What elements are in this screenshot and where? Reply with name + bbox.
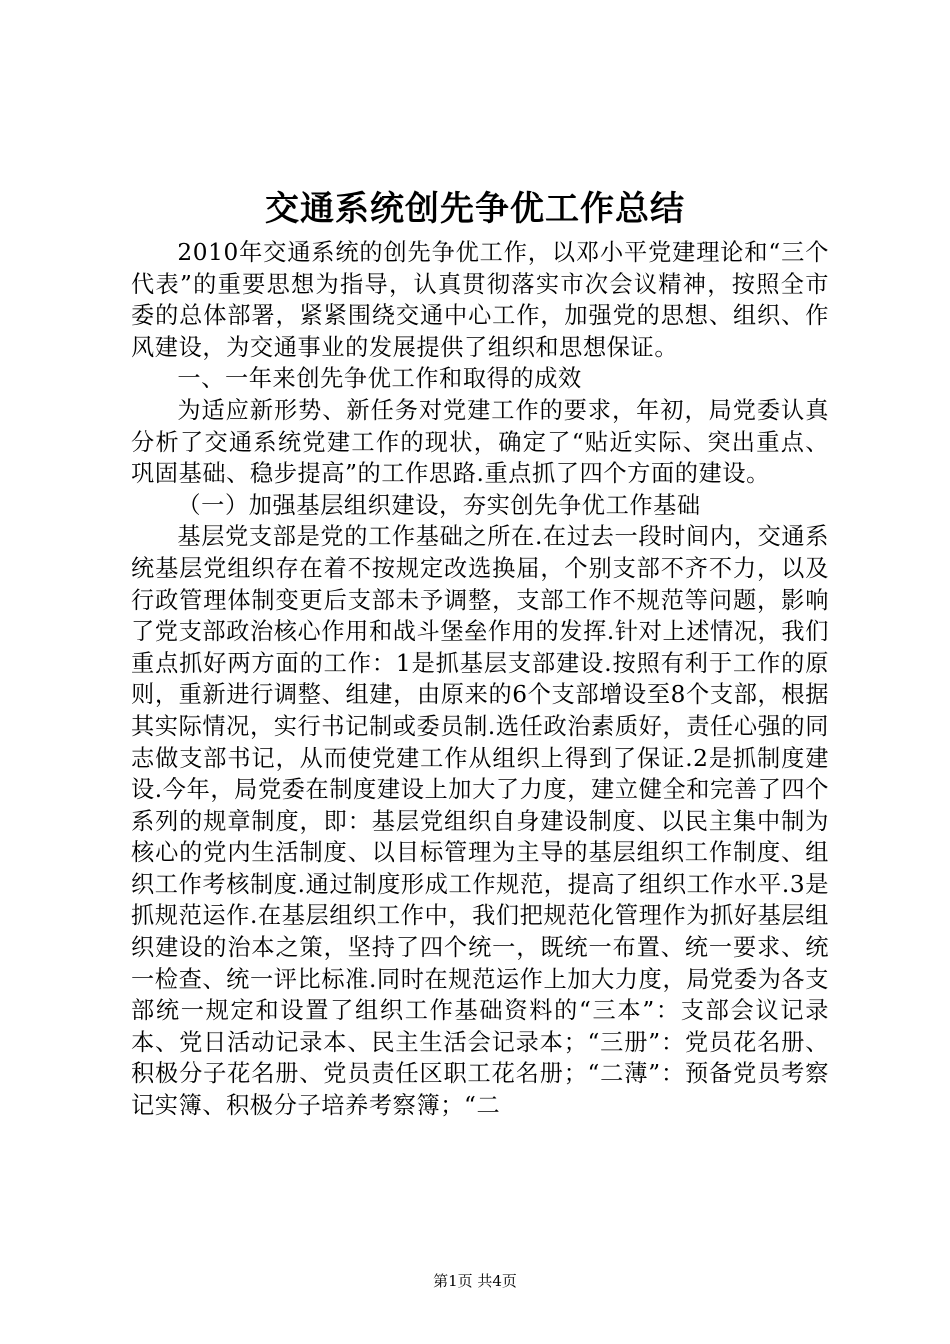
- section-heading-1: 一、一年来创先争优工作和取得的成效: [177, 365, 582, 393]
- document-title: 交通系统创先争优工作总结: [265, 189, 685, 229]
- subsection-heading-1: （一）加强基层组织建设，夯实创先争优工作基础: [177, 491, 701, 519]
- document-body: [131, 237, 829, 1122]
- page-footer: 第1页 共4页: [433, 1272, 517, 1290]
- section-paragraph-1: 为适应新形势、新任务对党建工作的要求，年初，局党委认真分析了交通系统党建工作的现状，确定了“贴近实际、突出重点、巩固基础、稳步提高”的工作思路.重点抓了四个方面的建设。: [131, 396, 829, 488]
- intro-paragraph: 2010年交通系统的创先争优工作，以邓小平党建理论和“三个代表”的重要思想为指导，认真贯彻落实市次会议精神，按照全市委的总体部署，紧紧围绕交通中心工作，加强党的思想、组织、作风建设，为交通事业的发展提供了组织和思想保证。: [131, 239, 829, 361]
- subsection-paragraph-1: 基层党支部是党的工作基础之所在.在过去一段时间内，交通系统基层党组织存在着不按规定改选换届，个别支部不齐不力，以及行政管理体制变更后支部未予调整，支部工作不规范等问题，影响了党支部政治核心作用和战斗堡垒作用的发挥.针对上述情况，我们重点抓好两方面的工作：1是抓基层支部建设.按照有利于工作的原则，重新进行调整、组建，由原来的6个支部增设至8个支部，根据其实际情况，实行书记制或委员制.选任政治素质好，责任心强的同志做支部书记，从而使党建工作从组织上得到了保证.2是抓制度建设.今年，局党委在制度建设上加大了力度，建立健全和完善了四个系列的规章制度，即：基层党组织自身建设制度、以民主集中制为核心的党内生活制度、以目标管理为主导的基层组织工作制度、组织工作考核制度.通过制度形成工作规范，提高了组织工作水平.3是抓规范运作.在基层组织工作中，我们把规范化管理作为抓好基层组织建设的治本之策，坚持了四个统一，既统一布置、统一要求、统一检查、统一评比标准.同时在规范运作上加大力度，局党委为各支部统一规定和设置了组织工作基础资料的“三本”：支部会议记录本、党日活动记录本、民主生活会记录本；“三册”：党员花名册、积极分子花名册、党员责任区职工花名册；“二薄”：预备党员考察记实簿、积极分子培养考察簿；“二: [131, 523, 829, 1120]
